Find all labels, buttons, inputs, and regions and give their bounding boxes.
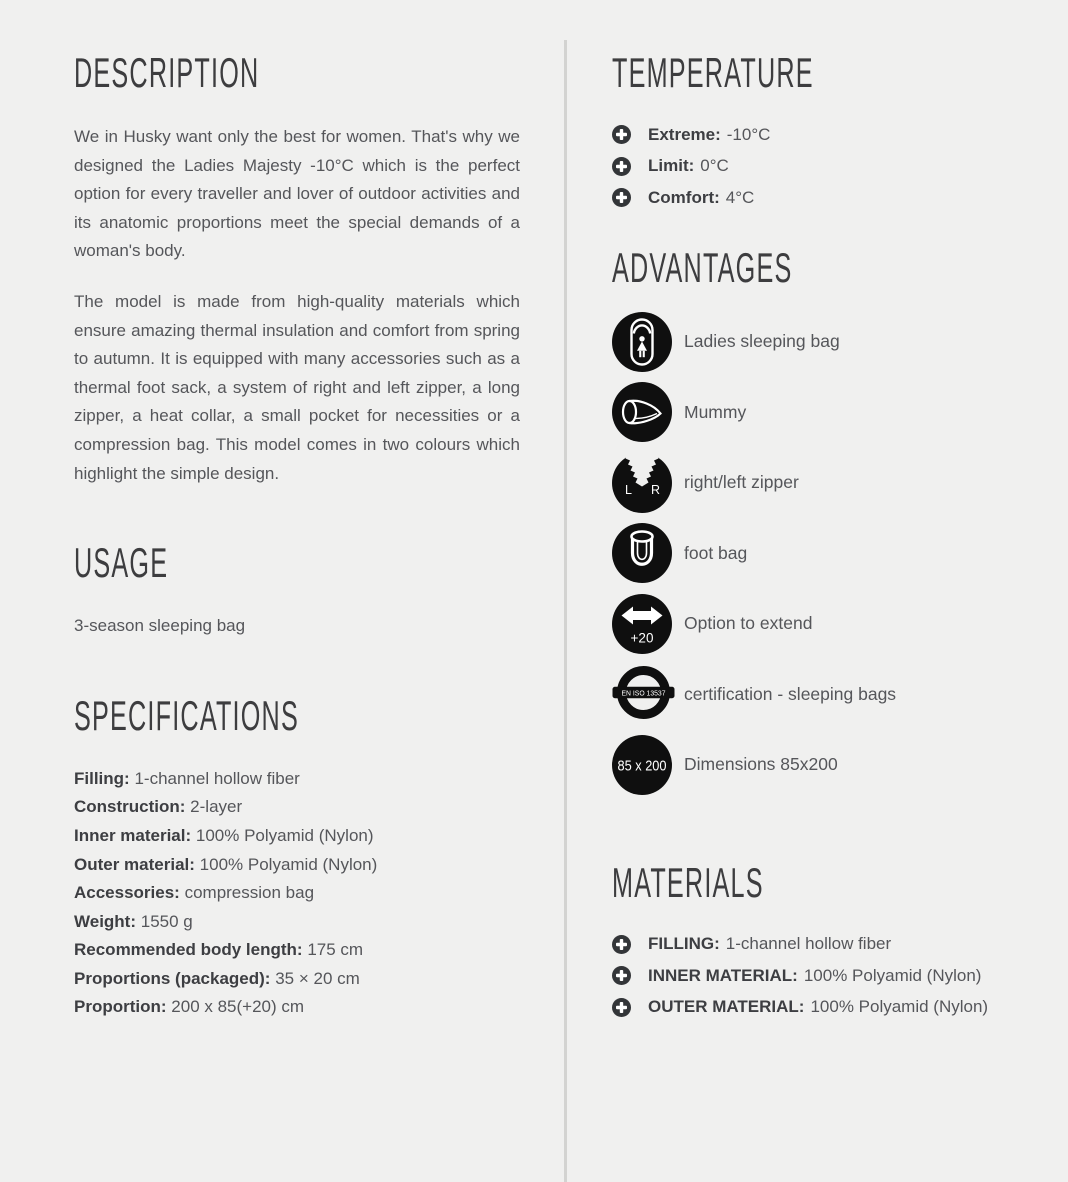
spec-label: Proportion: bbox=[74, 997, 167, 1017]
spec-label: Filling: bbox=[74, 768, 130, 788]
spec-row-body-length bbox=[74, 936, 520, 965]
foot-bag-icon bbox=[612, 523, 675, 583]
spec-value: 2-layer bbox=[190, 797, 243, 817]
spec-value: 100% Polyamid (Nylon) bbox=[195, 825, 374, 845]
material-row-inner: INNER MATERIAL: 100% Polyamid (Nylon) bbox=[612, 960, 1032, 992]
temperature-row-limit: Limit: 0°C bbox=[612, 151, 1032, 183]
spec-value: 35 × 20 cm bbox=[275, 968, 360, 988]
extend-icon bbox=[612, 594, 675, 654]
spec-row-filling bbox=[74, 765, 520, 794]
advantages-heading: ADVANTAGES bbox=[612, 243, 793, 291]
advantage-row-mummy: Mummy bbox=[612, 382, 1032, 442]
spec-value: 200 x 85(+20) cm bbox=[171, 997, 305, 1017]
advantage-row-certification: EN ISO 13537 certification - sleeping bags bbox=[612, 664, 1032, 724]
temperature-row-comfort: Comfort: 4°C bbox=[612, 182, 1032, 214]
svg-text:+20: +20 bbox=[630, 630, 654, 645]
spec-label: Construction: bbox=[74, 797, 186, 817]
spec-row-proportions-packaged bbox=[74, 965, 520, 994]
description-paragraph-1: We in Husky want only the best for women. That's why we designed the Ladies Majesty -10°C which is the perfect option for every traveller and lover of outdoor activities and its anatomic proportions meet the special demands of a woman's body. bbox=[74, 127, 520, 261]
advantages-list bbox=[612, 312, 1032, 795]
svg-text:R: R bbox=[650, 482, 661, 497]
spec-value: 175 cm bbox=[307, 940, 364, 960]
specifications-list bbox=[74, 765, 520, 1022]
spec-value: 1-channel hollow fiber bbox=[134, 768, 300, 788]
spec-row-accessories bbox=[74, 879, 520, 908]
spec-label: Recommended body length: bbox=[74, 940, 303, 960]
temperature-list bbox=[612, 119, 1032, 214]
material-row-filling: FILLING: 1-channel hollow fiber bbox=[612, 929, 1032, 961]
spec-label: Outer material: bbox=[74, 854, 195, 874]
material-row-outer: OUTER MATERIAL: 100% Polyamid (Nylon) bbox=[612, 992, 1032, 1024]
spec-label: Proportions (packaged): bbox=[74, 968, 271, 988]
usage-text: 3-season sleeping bag bbox=[74, 616, 246, 636]
temperature-row-extreme: Extreme: -10°C bbox=[612, 119, 1032, 151]
plus-icon bbox=[612, 125, 631, 144]
dimensions-icon bbox=[612, 735, 675, 795]
advantage-row-dimensions: 85 x 200 Dimensions 85x200 bbox=[612, 735, 1032, 795]
column-divider bbox=[564, 40, 567, 1182]
spec-row-inner-material bbox=[74, 822, 520, 851]
materials-heading: MATERIALS bbox=[612, 858, 764, 906]
spec-row-construction bbox=[74, 793, 520, 822]
plus-icon bbox=[612, 966, 631, 985]
specifications-heading: SPECIFICATIONS bbox=[74, 691, 299, 739]
certification-icon bbox=[612, 664, 675, 724]
description-heading: DESCRIPTION bbox=[74, 49, 260, 96]
spec-value: compression bag bbox=[184, 883, 315, 903]
spec-row-weight bbox=[74, 908, 520, 937]
spec-label: Inner material: bbox=[74, 825, 192, 845]
mummy-icon bbox=[612, 382, 675, 442]
right-column bbox=[612, 0, 1032, 1023]
svg-text:85 x 200: 85 x 200 bbox=[617, 757, 667, 774]
advantage-row-zipper: L R right/left zipper bbox=[612, 453, 1032, 513]
left-column bbox=[74, 0, 520, 1022]
temperature-heading: TEMPERATURE bbox=[612, 49, 814, 96]
zipper-left-right-icon bbox=[612, 453, 675, 513]
advantage-row-ladies: Ladies sleeping bag bbox=[612, 312, 1032, 372]
plus-icon bbox=[612, 998, 631, 1017]
spec-label: Weight: bbox=[74, 911, 137, 931]
spec-label: Accessories: bbox=[74, 883, 180, 903]
svg-text:EN ISO 13537: EN ISO 13537 bbox=[621, 690, 666, 698]
usage-heading: USAGE bbox=[74, 539, 169, 587]
svg-text:L: L bbox=[625, 482, 632, 497]
materials-list bbox=[612, 929, 1032, 1024]
advantage-row-foot-bag: foot bag bbox=[612, 523, 1032, 583]
plus-icon bbox=[612, 188, 631, 207]
advantage-row-extend: +20 Option to extend bbox=[612, 594, 1032, 654]
plus-icon bbox=[612, 157, 631, 176]
spec-row-outer-material bbox=[74, 851, 520, 880]
ladies-sleeping-bag-icon bbox=[612, 312, 675, 372]
plus-icon bbox=[612, 935, 631, 954]
spec-value: 1550 g bbox=[140, 911, 193, 931]
spec-row-proportion bbox=[74, 993, 520, 1022]
description-paragraph-2: The model is made from high-quality materials which ensure amazing thermal insulation and comfort from spring to autumn. It is equipped with many accessories such as a thermal foot sack, a system of right and left zipper, a long zipper, a heat collar, a small pocket for necessities or a compression bag. This model comes in two colours which highlight the simple design. bbox=[74, 291, 520, 483]
spec-value: 100% Polyamid (Nylon) bbox=[199, 854, 378, 874]
